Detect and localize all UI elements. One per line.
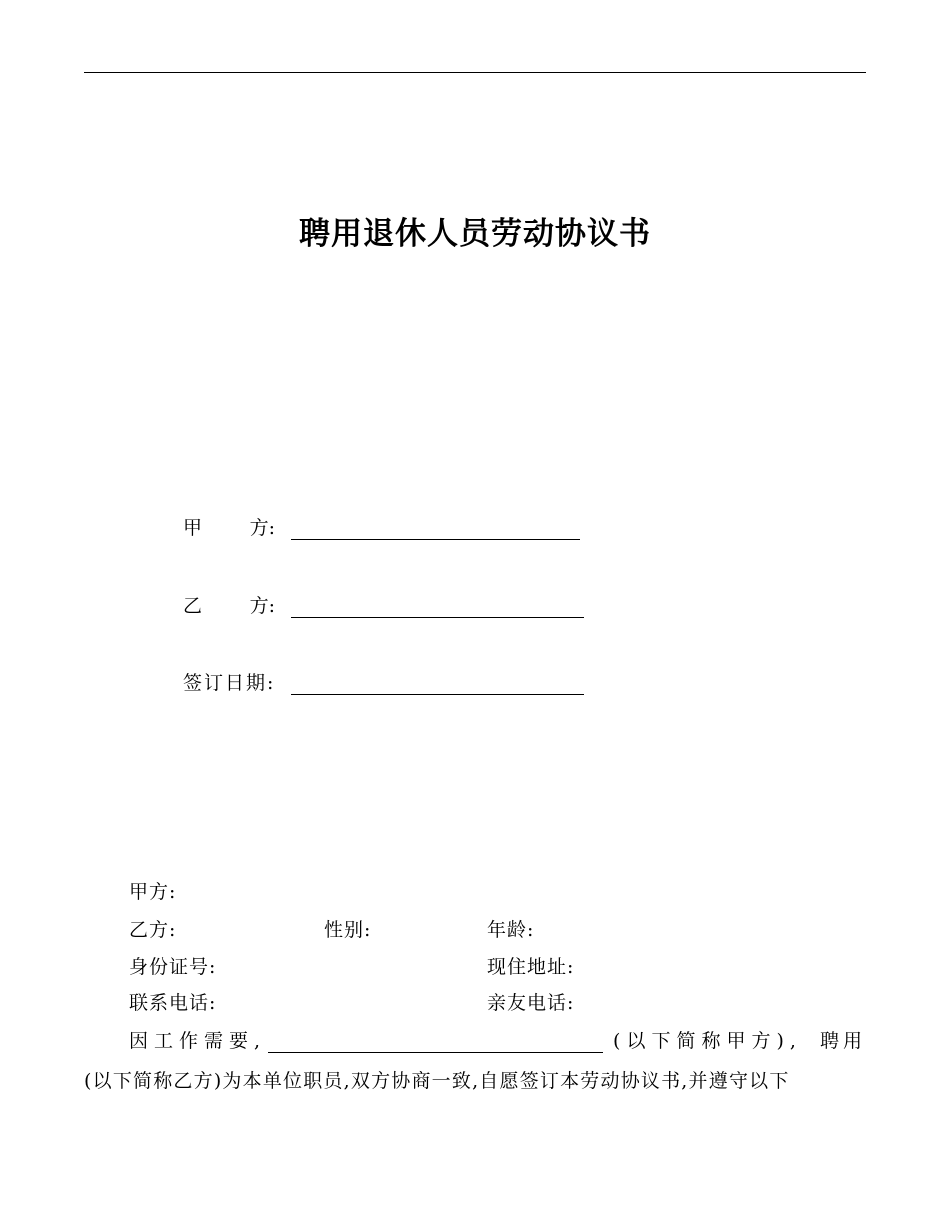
party-b-blank-line[interactable] (291, 617, 584, 618)
sign-date-blank-line[interactable] (291, 694, 584, 695)
body-paragraph-line-2: (以下简称乙方)为本单位职员,双方协商一致,自愿签订本劳动协议书,并遵守以下 (84, 1070, 790, 1092)
body-line1-mid: (以下简称甲方), (613, 1030, 802, 1052)
info-address-label: 现住地址: (487, 956, 575, 978)
employer-blank-line[interactable] (268, 1030, 603, 1053)
info-id-number-label: 身份证号: (129, 956, 217, 978)
body-line1-start: 因工作需要, (129, 1030, 267, 1052)
info-relative-phone-label: 亲友电话: (487, 992, 575, 1014)
info-phone-label: 联系电话: (129, 992, 217, 1014)
info-party-a-label: 甲方: (129, 881, 177, 903)
info-age-label: 年龄: (487, 919, 535, 941)
body-line1-end: 聘用 (819, 1030, 866, 1052)
cover-label-party-a: 甲 方: (183, 517, 275, 539)
body-paragraph-line-1 (84, 1026, 866, 1056)
document-title: 聘用退休人员劳动协议书 (299, 216, 651, 252)
info-gender-label: 性别: (324, 919, 372, 941)
header-rule (84, 72, 866, 73)
cover-label-sign-date: 签订日期: (183, 672, 276, 694)
cover-label-party-b: 乙 方: (183, 595, 275, 617)
party-a-blank-line[interactable] (291, 539, 580, 540)
info-party-b-label: 乙方: (129, 919, 177, 941)
